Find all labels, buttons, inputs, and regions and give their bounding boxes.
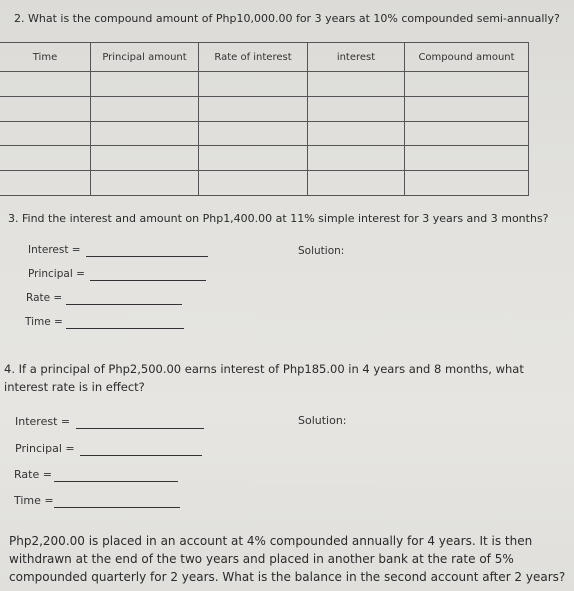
q4-solution-label: Solution:: [298, 414, 347, 427]
table-header-row: [0, 43, 529, 72]
q4-interest-label: Interest =: [15, 415, 71, 428]
question-3: 3. Find the interest and amount on Php1,400.00 at 11% simple interest for 3 years and 3 months?: [8, 212, 549, 225]
table-row: [0, 146, 529, 171]
table-cell[interactable]: [199, 121, 308, 146]
q4-time-label: Time =: [14, 494, 54, 507]
table-cell[interactable]: [308, 146, 405, 171]
q4-principal-blank[interactable]: [80, 455, 202, 456]
table-cell[interactable]: [0, 171, 91, 196]
table-cell[interactable]: [405, 121, 529, 146]
table-cell[interactable]: [308, 121, 405, 146]
table-cell[interactable]: [308, 171, 405, 196]
q4-rate-label: Rate =: [14, 468, 52, 481]
table-cell[interactable]: [199, 96, 308, 121]
table-cell[interactable]: [91, 146, 199, 171]
header-rate: Rate of interest: [199, 43, 308, 72]
question-4: 4. If a principal of Php2,500.00 earns interest of Php185.00 in 4 years and 8 months, what interest rate is in effect?: [4, 362, 524, 394]
table-cell[interactable]: [91, 72, 199, 97]
header-compound-amount: Compound amount: [405, 43, 529, 72]
table-cell[interactable]: [91, 171, 199, 196]
q3-rate-label: Rate =: [26, 292, 63, 304]
q4-rate-blank[interactable]: [54, 481, 178, 482]
table-cell[interactable]: [91, 96, 199, 121]
q3-principal-blank[interactable]: [90, 280, 206, 281]
q4-interest-blank[interactable]: [76, 428, 204, 429]
compound-amount-table: [0, 42, 529, 196]
header-interest: interest: [308, 43, 405, 72]
q3-principal-label: Principal =: [28, 268, 85, 280]
table-row: [0, 121, 529, 146]
table-cell[interactable]: [0, 72, 91, 97]
table-row: [0, 171, 529, 196]
header-principal: Principal amount: [91, 43, 199, 72]
question-2: 2. What is the compound amount of Php10,000.00 for 3 years at 10% compounded semi-annually?: [14, 12, 560, 25]
q4-principal-label: Principal =: [15, 442, 75, 455]
table-row: [0, 96, 529, 121]
table-cell[interactable]: [405, 171, 529, 196]
table-cell[interactable]: [199, 171, 308, 196]
table-cell[interactable]: [199, 146, 308, 171]
q3-interest-blank[interactable]: [86, 256, 208, 257]
q3-time-blank[interactable]: [66, 328, 184, 329]
q4-time-blank[interactable]: [54, 507, 180, 508]
q3-time-label: Time =: [25, 316, 63, 328]
table-cell[interactable]: [405, 96, 529, 121]
table-cell[interactable]: [308, 72, 405, 97]
table-cell[interactable]: [91, 121, 199, 146]
table-cell[interactable]: [405, 146, 529, 171]
table-cell[interactable]: [405, 72, 529, 97]
question-5: Php2,200.00 is placed in an account at 4% compounded annually for 4 years. It is then withdrawn at the end of the two years and placed in another bank at the rate of 5% compounded quarterly for 2 years. What is the balance in the second account after 2 years?: [9, 534, 566, 584]
q3-solution-label: Solution:: [298, 245, 345, 257]
header-time: Time: [0, 43, 91, 72]
q3-interest-label: Interest =: [28, 244, 81, 256]
table-cell[interactable]: [199, 72, 308, 97]
table-cell[interactable]: [0, 146, 91, 171]
table-cell[interactable]: [0, 96, 91, 121]
table-cell[interactable]: [0, 121, 91, 146]
q3-rate-blank[interactable]: [66, 304, 182, 305]
table-cell[interactable]: [308, 96, 405, 121]
table-row: [0, 72, 529, 97]
